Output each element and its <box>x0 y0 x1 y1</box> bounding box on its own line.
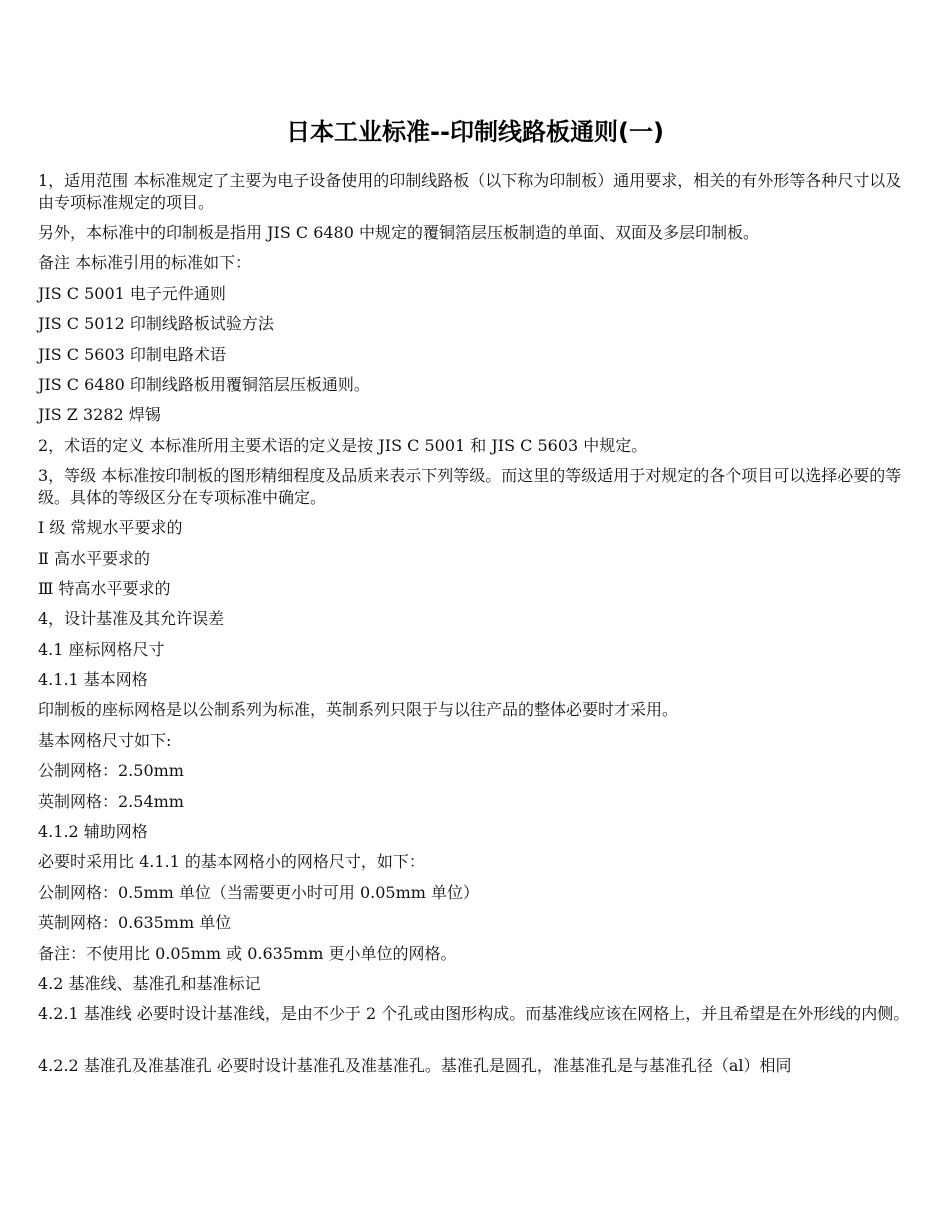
paragraph-grid-standard: 印制板的座标网格是以公制系列为标准，英制系列只限于与以往产品的整体必要时才采用。 <box>38 700 679 720</box>
paragraph-scope: 1，适用范围 本标准规定了主要为电子设备使用的印制线路板（以下称为印制板）通用要求，相关的有外形等各种尺寸以及由专项标准规定的项目。 <box>38 171 902 212</box>
document-body <box>38 170 910 1086</box>
paragraph-imperial-grid: 英制网格：2.54mm <box>38 791 184 811</box>
paragraph-datum-line: 4.2.1 基准线 必要时设计基准线，是由不少于 2 个孔或由图形构成。而基准线应该在网格上，并且希望是在外形线的内侧。 <box>38 1004 910 1024</box>
paragraph-metric-grid: 公制网格：2.50mm <box>38 761 184 781</box>
paragraph-aux-grid: 必要时采用比 4.1.1 的基本网格小的网格尺寸，如下： <box>38 852 425 872</box>
paragraph-grades: 3，等级 本标准按印制板的图形精细程度及品质来表示下列等级。而这里的等级适用于对规定的各个项目可以选择必要的等级。具体的等级区分在专项标准中确定。 <box>38 466 902 508</box>
paragraph-reference-note: 备注 本标准引用的标准如下： <box>38 253 252 273</box>
paragraph-grade-item: Ⅰ 级 常规水平要求的 <box>38 518 183 538</box>
paragraph-aux-metric: 公制网格：0.5mm 单位（当需要更小时可用 0.05mm 单位） <box>38 882 480 902</box>
section-heading: 4.1.1 基本网格 <box>38 670 148 690</box>
section-heading: 4，设计基准及其允许误差 <box>38 609 225 629</box>
paragraph-terms: 2，术语的定义 本标准所用主要术语的定义是按 JIS C 5001 和 JIS C 5603 中规定。 <box>38 435 648 455</box>
paragraph-reference-item: JIS C 6480 印制线路板用覆铜箔层压板通则。 <box>38 374 370 394</box>
paragraph-grid-size: 基本网格尺寸如下: <box>38 730 172 750</box>
paragraph-aux-imperial: 英制网格：0.635mm 单位 <box>38 913 232 933</box>
paragraph-reference-item: JIS C 5001 电子元件通则 <box>38 283 226 303</box>
paragraph-grade-item: Ⅱ 高水平要求的 <box>38 548 150 568</box>
section-heading: 4.2 基准线、基准孔和基准标记 <box>38 973 261 993</box>
paragraph-reference-item: JIS Z 3282 焊锡 <box>38 405 161 425</box>
section-heading: 4.1 座标网格尺寸 <box>38 639 165 659</box>
document-title: 日本工业标准--印制线路板通则(一) <box>286 118 664 146</box>
paragraph-reference-item: JIS C 5012 印制线路板试验方法 <box>38 314 274 334</box>
paragraph-grade-item: Ⅲ 特高水平要求的 <box>38 578 171 598</box>
paragraph-grid-note: 备注：不使用比 0.05mm 或 0.635mm 更小单位的网格。 <box>38 943 457 963</box>
paragraph-scope-extra: 另外，本标准中的印制板是指用 JIS C 6480 中规定的覆铜箔层压板制造的单面、双面及多层印制板。 <box>38 223 760 242</box>
section-heading: 4.1.2 辅助网格 <box>38 822 148 842</box>
paragraph-reference-item: JIS C 5603 印制电路术语 <box>38 344 226 364</box>
paragraph-datum-hole: 4.2.2 基准孔及准基准孔 必要时设计基准孔及准基准孔。基准孔是圆孔，准基准孔是与基准孔径（al）相同 <box>38 1056 792 1076</box>
